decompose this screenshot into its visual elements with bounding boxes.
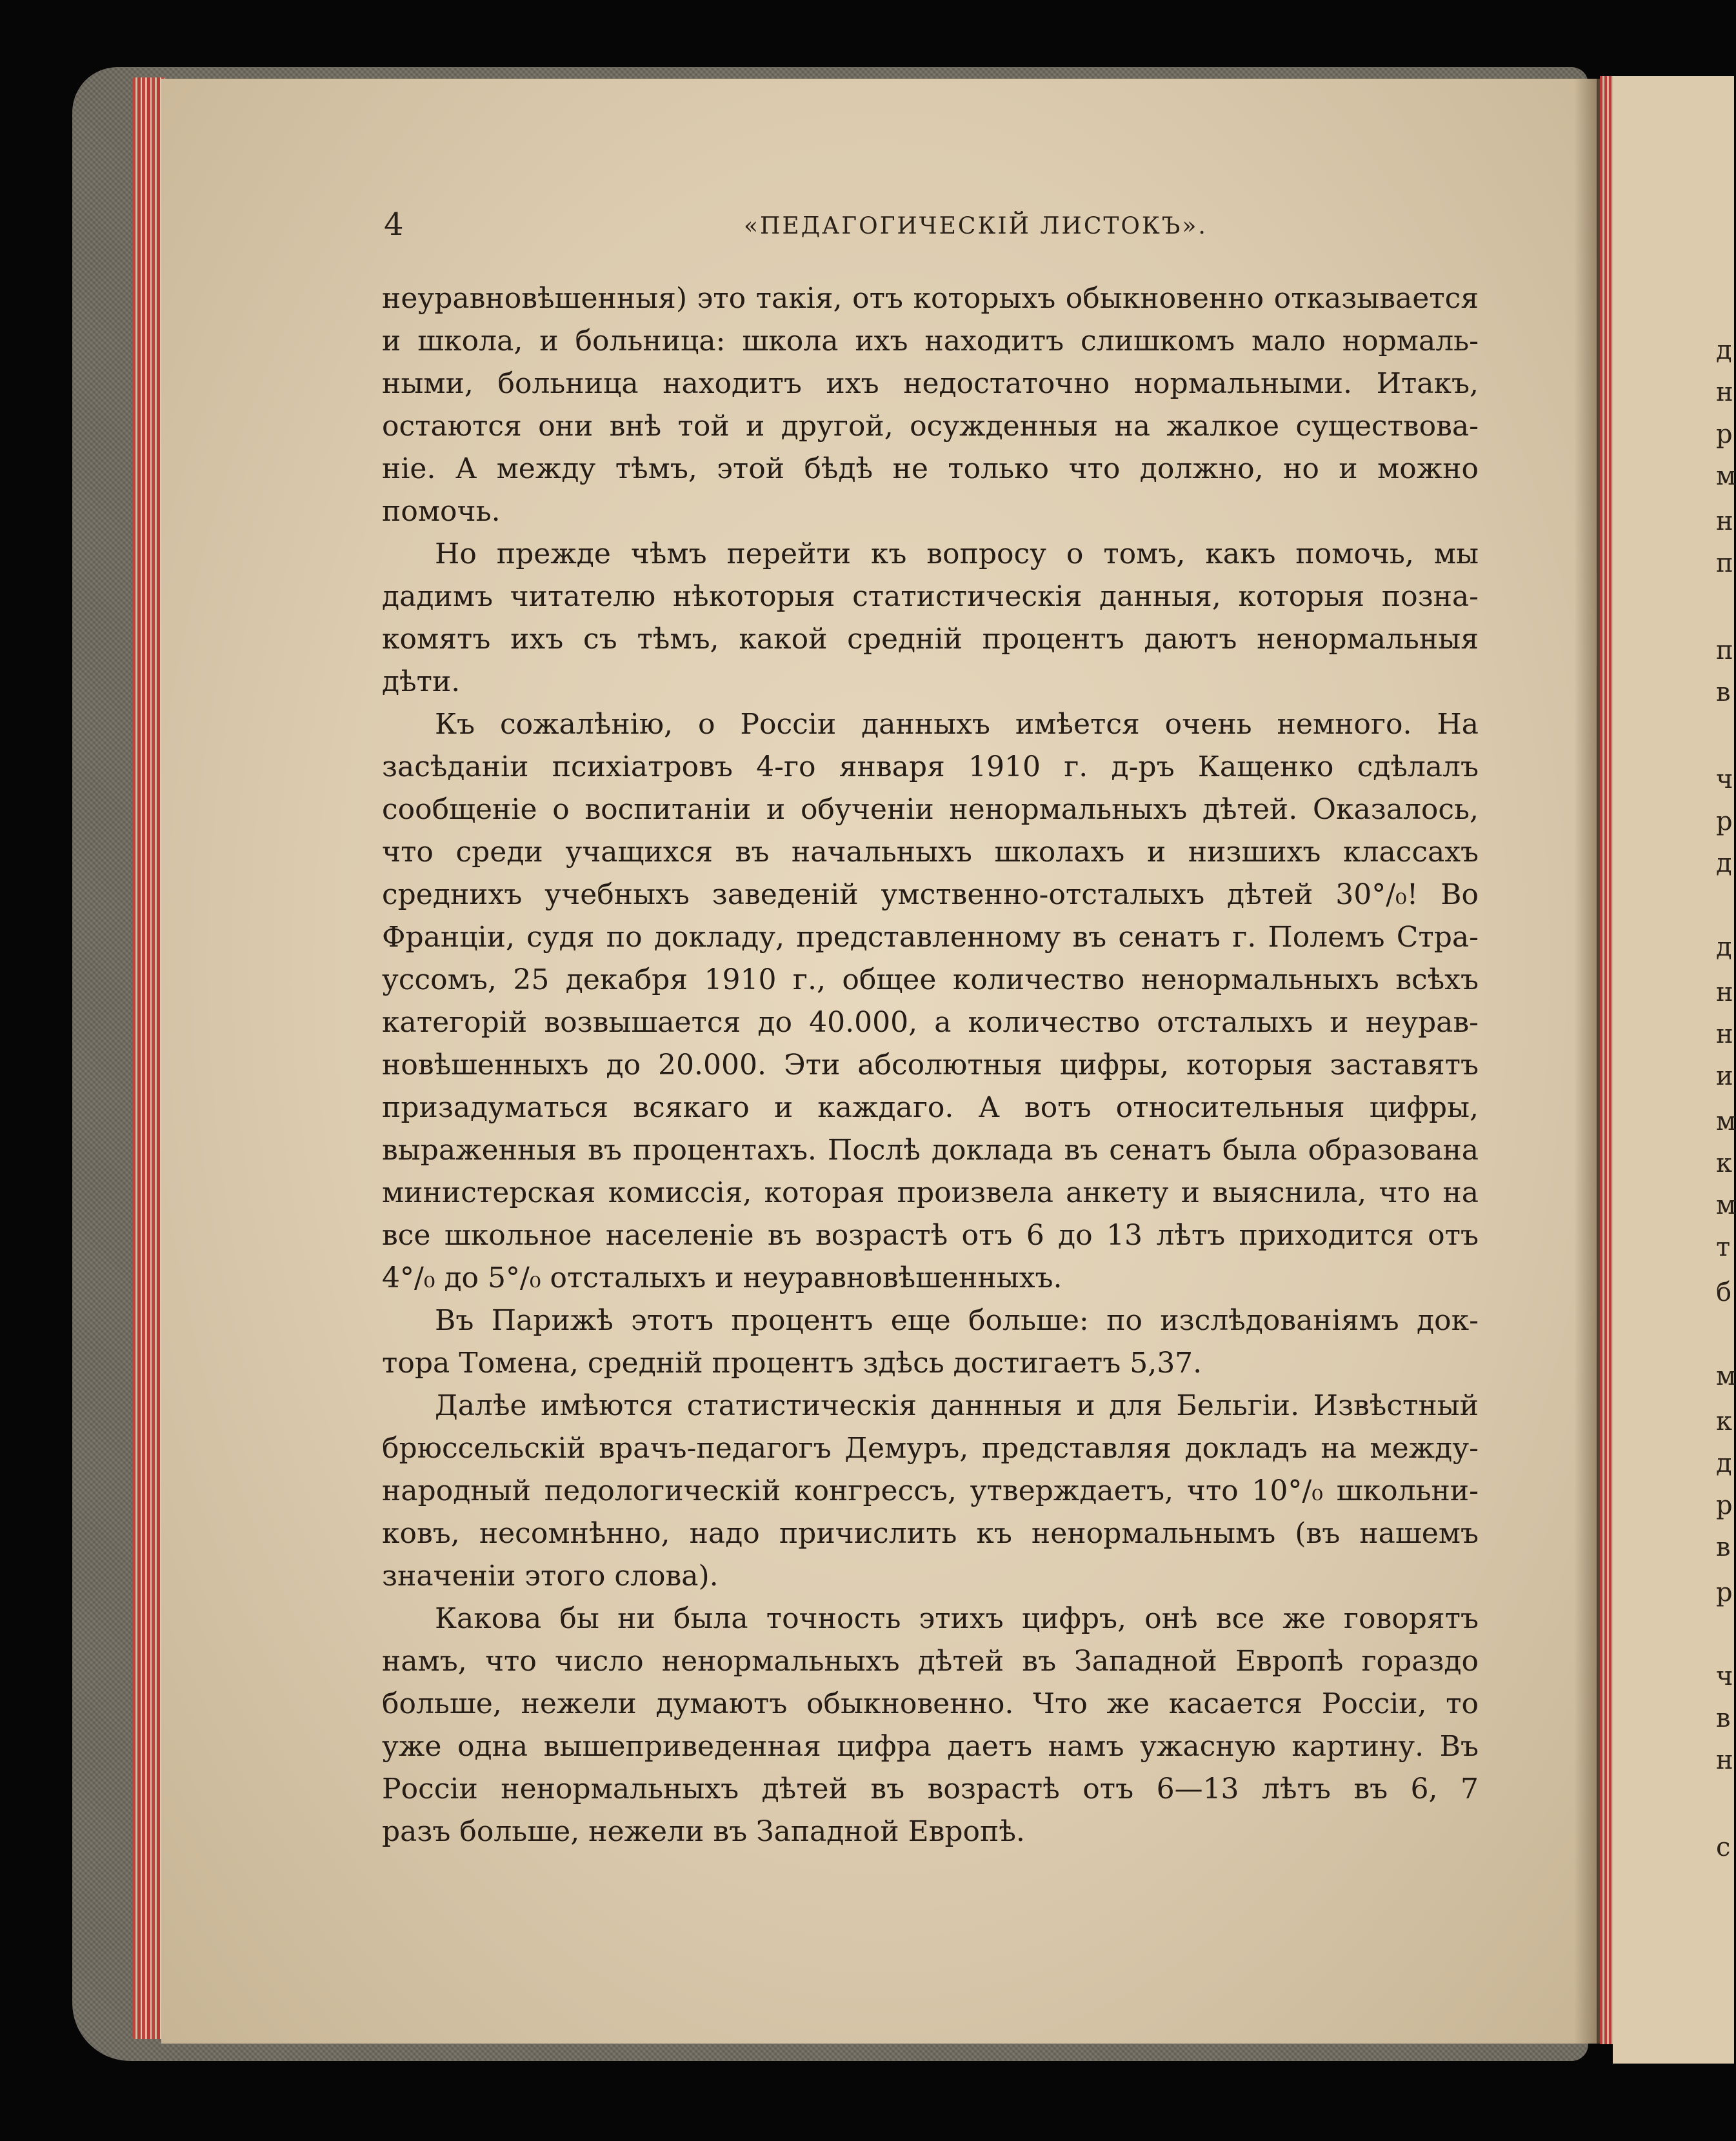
facing-page-letter: в [1716,678,1731,707]
text-line: новѣшенныхъ до 20.000. Эти абсолютныя цифры, которыя заставятъ [382,1049,1479,1081]
text-line: сообщеніе о воспитаніи и обученіи ненормальныхъ дѣтей. Оказалось, [382,793,1479,826]
facing-page-letter: р [1716,1491,1733,1520]
facing-page-letter: н [1716,377,1733,407]
text-line: категорій возвышается до 40.000, а количество отсталыхъ и неурав- [382,1006,1479,1039]
text-line: разъ больше, нежели въ Западной Европѣ. [382,1815,1025,1848]
facing-page-letter: м [1716,1107,1736,1136]
facing-page-letter: п [1716,636,1733,665]
facing-page-letter: н [1716,978,1733,1007]
text-line: Къ сожалѣнію, о Россіи данныхъ имѣется очень немного. На [435,708,1479,741]
text-line: тора Томена, средній процентъ здѣсь достигаетъ 5,37. [382,1347,1202,1380]
text-line: Въ Парижѣ этотъ процентъ еще больше: по изслѣдованіямъ док- [435,1304,1479,1337]
text-line: 4°/₀ до 5°/₀ отсталыхъ и неуравновѣшенныхъ. [382,1261,1063,1294]
text-line: Франціи, судя по докладу, представленному въ сенатъ г. Полемъ Стра- [382,921,1479,954]
facing-page-letter: т [1716,1232,1731,1262]
facing-page-letter: н [1716,1745,1733,1775]
text-line: Но прежде чѣмъ перейти къ вопросу о томъ, какъ помочь, мы [435,538,1479,570]
text-line: ными, больница находитъ ихъ недостаточно нормальными. Итакъ, [382,367,1479,400]
text-line: уссомъ, 25 декабря 1910 г., общее количество ненормальныхъ всѣхъ [382,963,1479,996]
facing-page-letter: ч [1716,1662,1733,1691]
text-line: выраженныя въ процентахъ. Послѣ доклада въ сенатъ была образована [382,1134,1479,1167]
text-line: Какова бы ни была точность этихъ цифръ, онѣ все же говорятъ [435,1602,1479,1635]
page-edges-right [1600,76,1613,2044]
text-line: среднихъ учебныхъ заведеній умственно-отсталыхъ дѣтей 30°/₀! Во [382,878,1479,911]
facing-page-letter: д [1716,932,1732,962]
text-line: дадимъ читателю нѣкоторыя статистическія данныя, которыя позна- [382,580,1479,613]
text-line: остаются они внѣ той и другой, осужденныя на жалкое существова- [382,410,1479,443]
facing-page-letter: р [1716,807,1733,836]
body-text [382,277,1479,1853]
text-line: уже одна вышеприведенная цифра даетъ намъ ужасную картину. Въ [382,1730,1479,1763]
text-line: брюссельскій врачъ-педагогъ Демуръ, представляя докладъ на между- [382,1432,1479,1465]
facing-page-letter: и [1716,1061,1733,1091]
text-line: помочь. [382,495,501,528]
text-line: больше, нежели думаютъ обыкновенно. Что же касается Россіи, то [382,1687,1479,1720]
text-line: неуравновѣшенныя) это такія, отъ которыхъ обыкновенно отказывается [382,282,1479,315]
facing-page-letter: н [1716,1020,1733,1049]
text-line: Далѣе имѣются статистическія даннныя и для Бельгіи. Извѣстный [435,1389,1479,1422]
facing-page-letter: б [1716,1278,1732,1307]
text-line: ковъ, несомнѣнно, надо причислить къ ненормальнымъ (въ нашемъ [382,1517,1479,1550]
text-line: все школьное населеніе въ возрастѣ отъ 6 до 13 лѣтъ приходится отъ [382,1219,1479,1252]
facing-page-letter: р [1716,1578,1733,1607]
text-line: дѣти. [382,665,461,698]
facing-page-letter: р [1716,419,1733,449]
text-line: Россіи ненормальныхъ дѣтей въ возрастѣ отъ 6—13 лѣтъ въ 6, 7 [382,1773,1479,1805]
text-line: и школа, и больница: школа ихъ находитъ слишкомъ мало нормаль- [382,325,1479,357]
text-line: что среди учащихся въ начальныхъ школахъ и низшихъ классахъ [382,836,1479,869]
text-line: министерская комиссія, которая произвела анкету и выяснила, что на [382,1176,1479,1209]
facing-page-letter: м [1716,1362,1736,1391]
facing-page-letter: п [1716,548,1733,578]
text-line: ніе. А между тѣмъ, этой бѣдѣ не только что должно, но и можно [382,452,1479,485]
facing-page-letter: н [1716,507,1733,536]
facing-page-letter: в [1716,1704,1731,1733]
facing-page-letter: д [1716,336,1732,365]
facing-page-letter: д [1716,1449,1732,1478]
text-line: народный педологическій конгрессъ, утверждаетъ, что 10°/₀ школьни- [382,1474,1479,1507]
facing-page-letter: д [1716,849,1732,878]
facing-page-letter: ч [1716,765,1733,794]
facing-page-letter: м [1716,1191,1736,1220]
text-line: комятъ ихъ съ тѣмъ, какой средній процентъ даютъ ненормальныя [382,623,1479,656]
facing-page-letter: с [1716,1833,1731,1862]
facing-page-letter: в [1716,1533,1731,1562]
running-head [384,206,1481,252]
text-line: засѣданіи психіатровъ 4-го января 1910 г. д-ръ Кащенко сдѣлалъ [382,750,1479,783]
facing-page-letter: к [1716,1407,1732,1436]
page-number: 4 [384,206,404,243]
journal-title: «ПЕДАГОГИЧЕСКІЙ ЛИСТОКЪ». [744,213,1208,239]
page-gutter [1574,79,1600,2044]
text-line: намъ, что число ненормальныхъ дѣтей въ Западной Европѣ гораздо [382,1645,1479,1678]
text-line: призадуматься всякаго и каждаго. А вотъ относительныя цифры, [382,1091,1479,1124]
facing-page-letter: к [1716,1149,1732,1178]
facing-page-letter: м [1716,461,1736,491]
text-line: значеніи этого слова). [382,1560,719,1593]
